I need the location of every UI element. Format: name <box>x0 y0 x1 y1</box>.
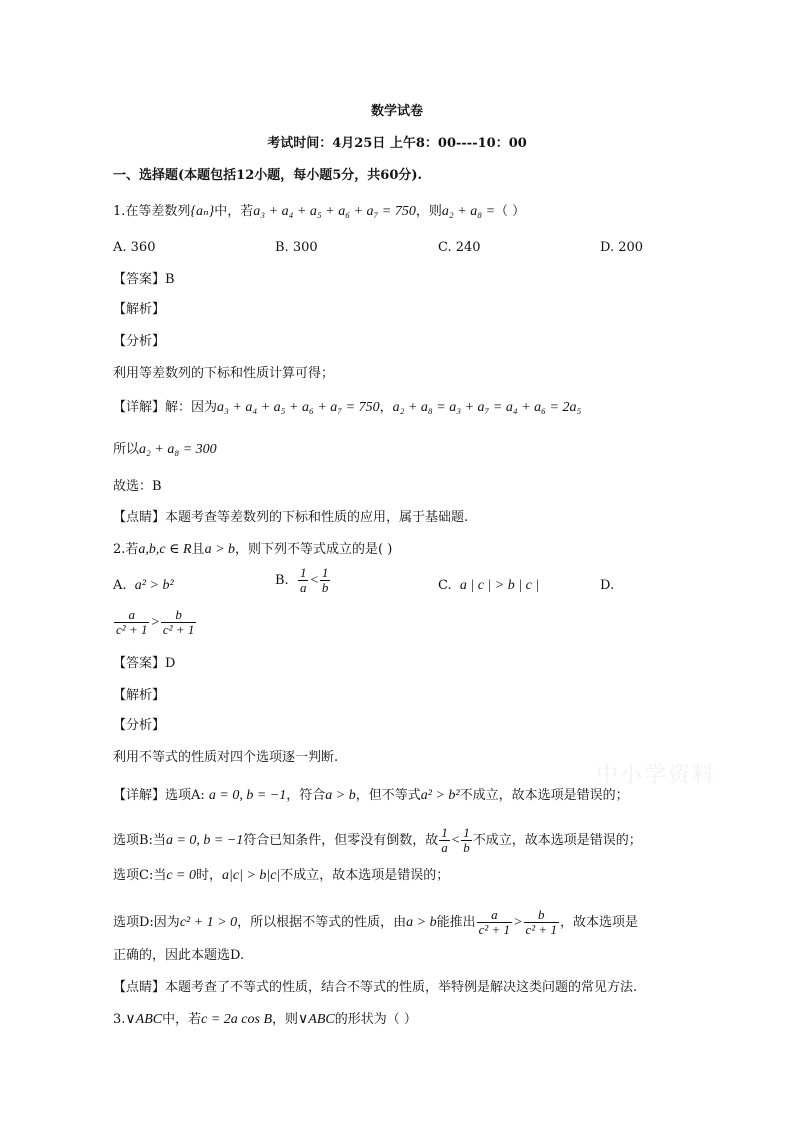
q1-conclusion: 所以a₂ + a₈ = 300 <box>113 442 217 457</box>
q1-option-b: B. 300 <box>275 240 318 255</box>
q2-option-d-label: D. <box>600 578 615 593</box>
q2-comment: 【点睛】本题考查了不等式的性质，结合不等式的性质，举特例是解决这类问题的常见方法. <box>113 980 638 995</box>
q1-analysis: 利用等差数列的下标和性质计算可得； <box>113 366 335 381</box>
q2-option-b: B. $\frac{1}{a}$ < $\frac{1}{b}$ <box>275 565 329 595</box>
q2-jiexi: 【解析】 <box>113 688 166 703</box>
fraction: $\frac{b}{\text{c² + 1}}$ <box>162 607 195 637</box>
q1-fenxi: 【分析】 <box>113 334 166 349</box>
q2-detail-c: 选项C:当c = 0时，a|c| > b|c|不成立，故本选项是错误的； <box>113 868 450 883</box>
q2-option-c: C. a | c | > b | c | <box>438 578 540 593</box>
q2-detail-b: 选项B:当a = 0, b = −1符合已知条件，但零没有倒数，故 $\frac{1}{a}$ < $\frac{1}{b}$ 不成立，故本选项是错误的； <box>113 825 642 855</box>
question-3-stem: 3.∨ABC中，若c = 2a cos B，则∨ABC的形状为（ ） <box>113 1012 417 1027</box>
q1-detail: 【详解】解：因为a₃ + a₄ + a₅ + a₆ + a₇ = 750，a₂ + a₈ = a₃ + a₇ = a₄ + a₆ = 2a₅ <box>113 400 582 415</box>
section-heading: 一、选择题(本题包括12小题，每小题5分，共60分). <box>113 168 423 183</box>
exam-time: 考试时间：4月25日 上午8：00----10：00 <box>267 136 527 151</box>
q2-fenxi: 【分析】 <box>113 718 166 733</box>
q1-answer: 【答案】B <box>113 272 175 287</box>
fraction: $\frac{1}{b}$ <box>463 825 470 855</box>
q1-comment: 【点睛】本题考查等差数列的下标和性质的应用，属于基础题. <box>113 510 469 525</box>
q1-option-d: D. 200 <box>600 240 644 255</box>
fraction: $\frac{a}{\text{c² + 1}}$ <box>478 907 511 937</box>
question-1-stem: 1.在等差数列{aₙ}中，若a₃ + a₄ + a₅ + a₆ + a₇ = 750，则a₂ + a₈ =（ ） <box>113 204 526 219</box>
q2-option-a: A. a² > b² <box>113 578 174 593</box>
q2-option-d: $\frac{a}{\text{c² + 1}}$ > $\frac{b}{\text{c² + 1}}$ <box>116 607 195 637</box>
fraction: $\frac{a}{\text{c² + 1}}$ <box>116 607 148 637</box>
q2-answer: 【答案】D <box>113 656 176 671</box>
q2-detail-a: 【详解】选项A: a = 0, b = −1，符合a > b，但不等式a² > b²不成立，故本选项是错误的； <box>113 788 629 803</box>
q2-detail-d-cont: 正确的，因此本题选D. <box>113 948 245 963</box>
page-title: 数学试卷 <box>370 104 423 119</box>
question-2-stem: 2.若a,b,c ∈ R且a > b，则下列不等式成立的是( ) <box>113 542 393 557</box>
q1-choice: 故选：B <box>113 479 162 494</box>
q2-detail-d: 选项D:因为c² + 1 > 0，所以根据不等式的性质，由a > b能推出 $\frac{a}{\text{c² + 1}}$ > $\frac{b}{\text{c² + 1}}$ ，故本选项是 <box>113 907 638 937</box>
q2-analysis: 利用不等式的性质对四个选项逐一判断. <box>113 750 339 765</box>
q1-option-c: C. 240 <box>438 240 481 255</box>
watermark: 中小学资料 <box>596 763 717 788</box>
fraction: $\frac{1}{b}$ <box>321 565 329 595</box>
q1-option-a: A. 360 <box>113 240 156 255</box>
fraction: $\frac{1}{a}$ <box>441 825 448 855</box>
fraction: $\frac{1}{a}$ <box>299 565 307 595</box>
q1-jiexi: 【解析】 <box>113 302 166 317</box>
fraction: $\frac{b}{\text{c² + 1}}$ <box>525 907 557 937</box>
